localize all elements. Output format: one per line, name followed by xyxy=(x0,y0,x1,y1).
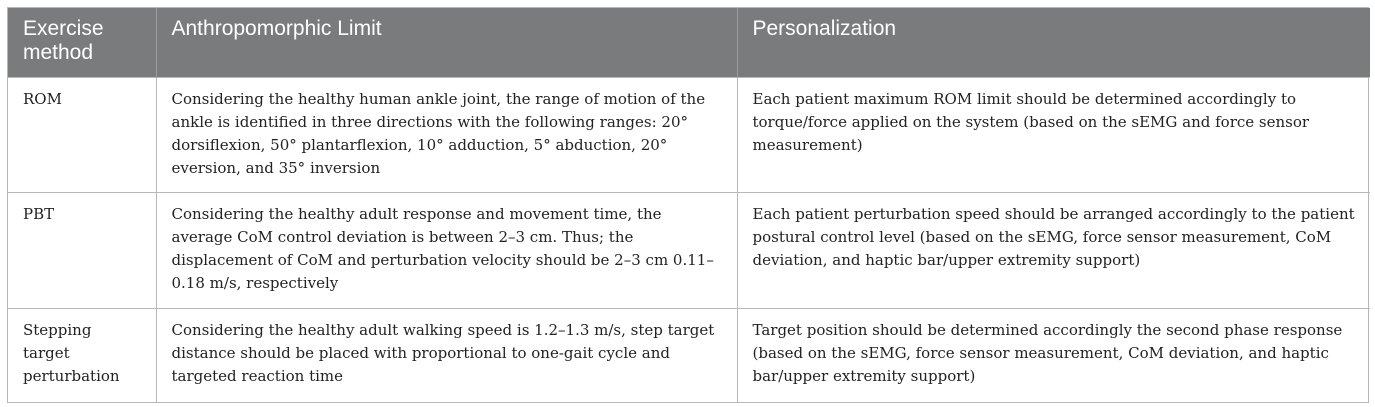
exercise-methods-table xyxy=(7,7,1369,403)
table-header xyxy=(8,8,1370,78)
cell-method: ROM xyxy=(8,78,156,193)
cell-limit: Considering the healthy adult walking speed is 1.2–1.3 m/s, step target distance should be placed with proportional to one-gait cycle and targeted reaction time xyxy=(156,309,737,402)
table-row xyxy=(8,193,1370,309)
cell-personalization: Target position should be determined accordingly the second phase response (based on the sEMG, force sensor measurement, CoM deviation, and haptic bar/upper extremity support) xyxy=(737,309,1370,402)
table-row xyxy=(8,309,1370,402)
cell-method: Stepping target perturbation xyxy=(8,309,156,402)
cell-limit: Considering the healthy human ankle joint, the range of motion of the ankle is identified in three directions with the following ranges: 20° dorsiflexion, 50° plantarflexion, 10° adduction, 5° abduction, 20° eversion, and 35° inversion xyxy=(156,78,737,193)
header-row xyxy=(8,8,1370,78)
cell-personalization: Each patient perturbation speed should be arranged accordingly to the patient postural control level (based on the sEMG, force sensor measurement, CoM deviation, and haptic bar/upper extremity support) xyxy=(737,193,1370,309)
header-exercise-method: Exercise method xyxy=(8,8,156,78)
table-body xyxy=(8,78,1370,402)
table xyxy=(8,8,1370,402)
cell-limit: Considering the healthy adult response and movement time, the average CoM control deviation is between 2–3 cm. Thus; the displacement of CoM and perturbation velocity should be 2–3 cm 0.11–0.18 m/s, respectively xyxy=(156,193,737,309)
cell-method: PBT xyxy=(8,193,156,309)
cell-personalization: Each patient maximum ROM limit should be determined accordingly to torque/force applied on the system (based on the sEMG and force sensor measurement) xyxy=(737,78,1370,193)
table-row xyxy=(8,78,1370,193)
header-anthropomorphic-limit: Anthropomorphic Limit xyxy=(156,8,737,78)
header-personalization: Personalization xyxy=(737,8,1370,78)
